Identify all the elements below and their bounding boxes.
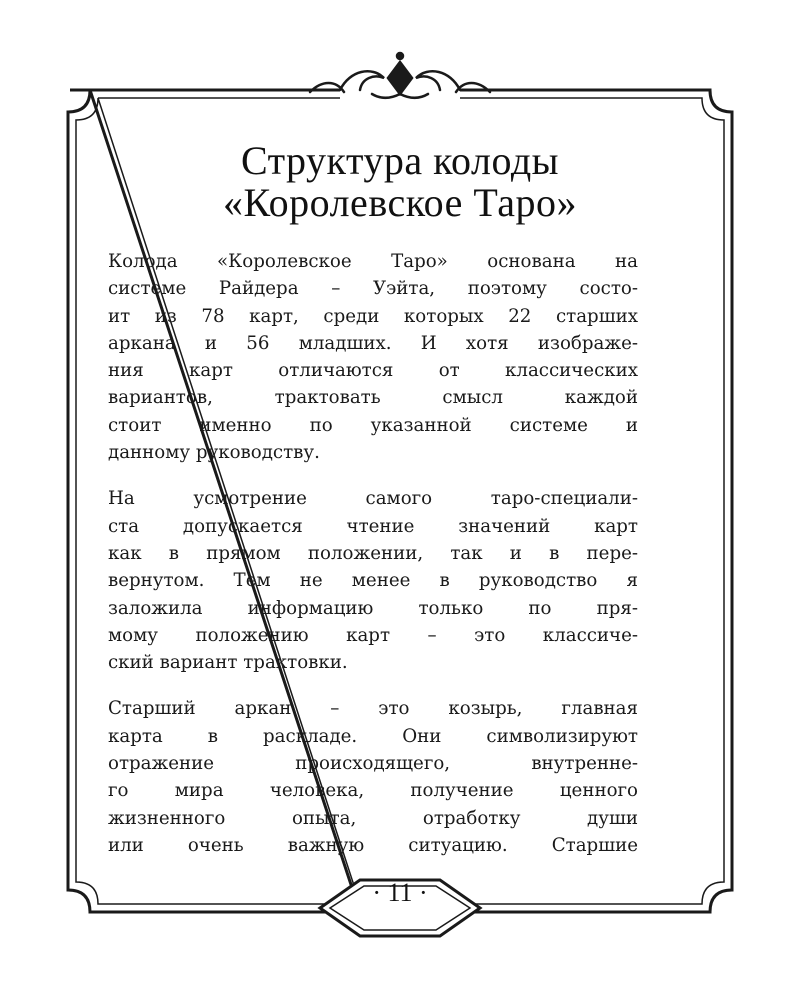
text-line: жизненного опыта, отработку души: [108, 807, 638, 829]
text-line: вариантов, трактовать смысл каждой: [108, 387, 638, 409]
body-text: [108, 248, 638, 878]
paragraph-3: [108, 695, 638, 859]
text-line: аркана и 56 младших. И хотя изображе-: [108, 332, 638, 354]
text-line: отражение происходящего, внутренне-: [108, 753, 638, 775]
text-line: мому положению карт – это классиче-: [108, 624, 638, 646]
text-line: вернутом. Тем не менее в руководство я: [108, 570, 638, 592]
title-line-1: Структура колоды: [240, 138, 560, 183]
text-line: или очень важную ситуацию. Старшие: [108, 834, 638, 856]
text-line: карта в раскладе. Они символизируют: [108, 725, 638, 747]
text-line: как в прямом положении, так и в пере-: [108, 542, 638, 564]
text-line: На усмотрение самого таро-специали-: [108, 488, 638, 510]
text-line: стоит именно по указанной системе и: [108, 414, 638, 436]
paragraph-2: [108, 485, 638, 676]
title-line-2: «Королевское Таро»: [222, 180, 578, 225]
text-line: ния карт отличаются от классических: [108, 360, 638, 382]
text-line: данному руководству.: [108, 442, 320, 464]
text-line: Старший аркан – это козырь, главная: [108, 698, 638, 720]
text-line: ста допускается чтение значений карт: [108, 515, 638, 537]
page-number: · 11 ·: [372, 878, 428, 907]
paragraph-1: [108, 248, 638, 466]
text-line: заложила информацию только по пря-: [108, 597, 638, 619]
text-line: Колода «Королевское Таро» основана на: [108, 251, 638, 272]
text-line: го мира человека, получение ценного: [108, 780, 638, 802]
page-title: [90, 140, 710, 224]
text-line: ит из 78 карт, среди которых 22 старших: [108, 305, 638, 327]
text-line: системе Райдера – Уэйта, поэтому состо-: [108, 278, 638, 300]
text-line: ский вариант трактовки.: [108, 652, 348, 674]
